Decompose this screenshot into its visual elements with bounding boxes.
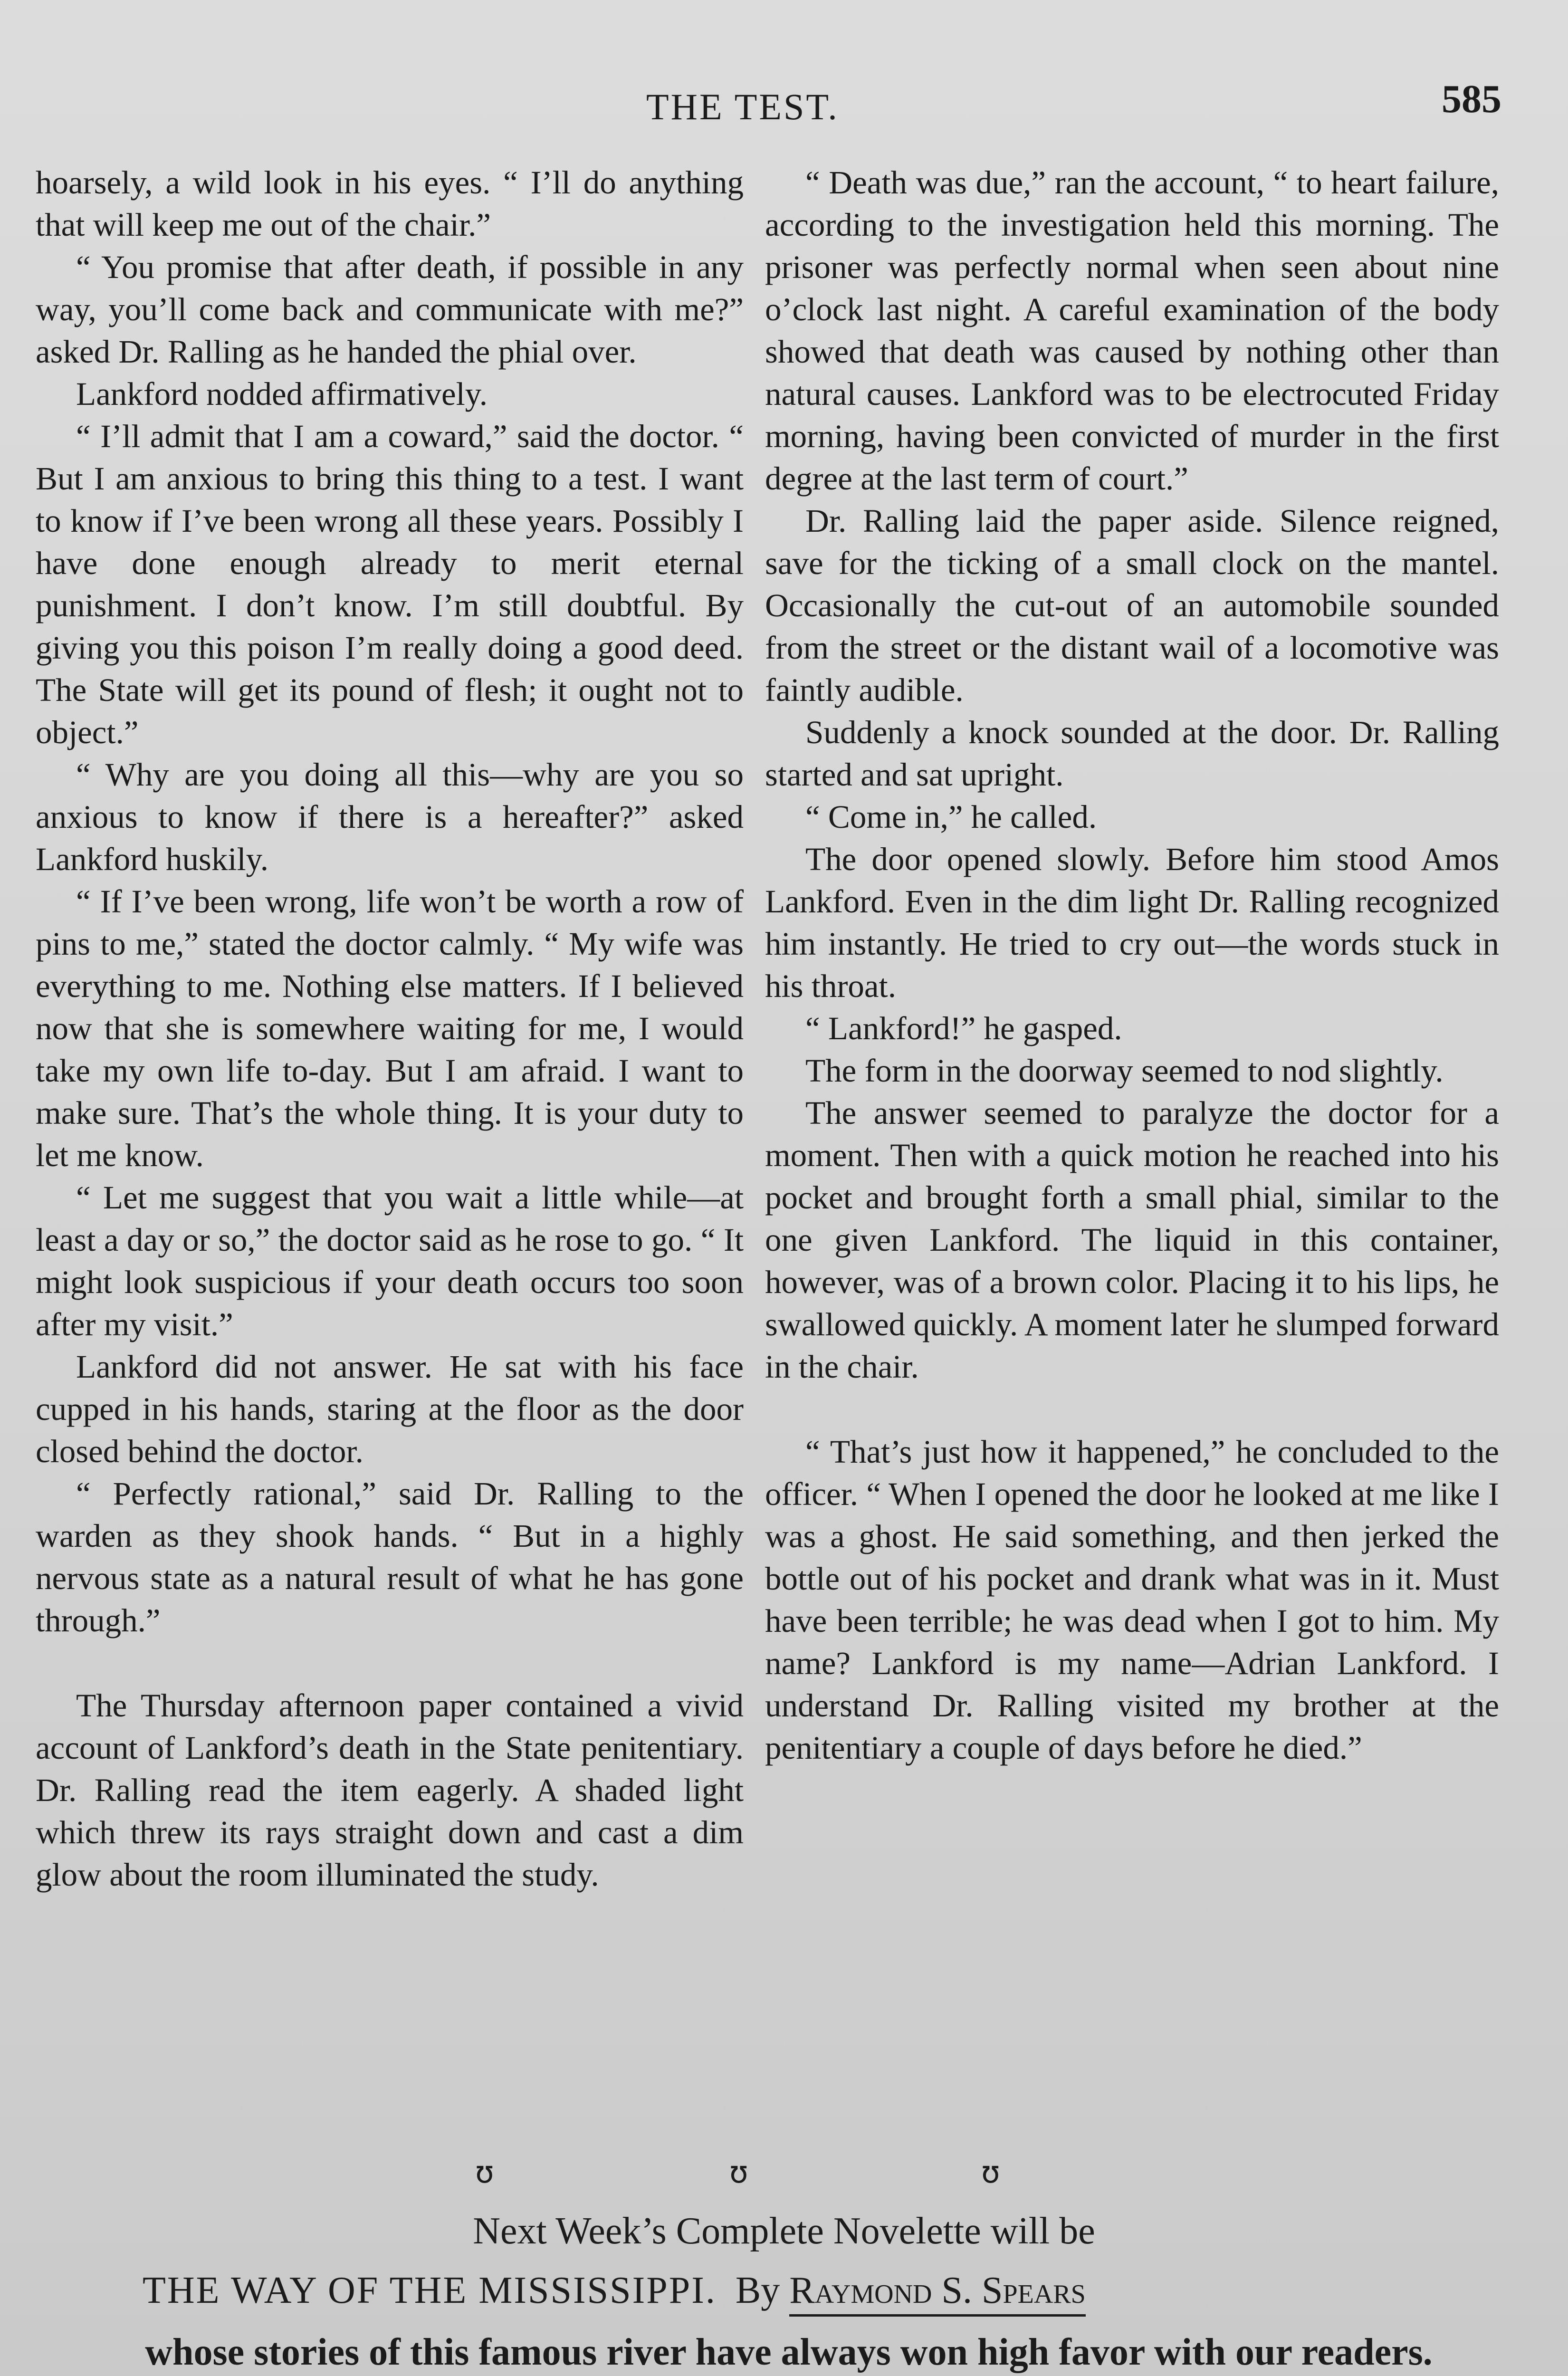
paragraph: “ Death was due,” ran the account, “ to heart failure, according to the investigation held this morning. The prisoner was perfectly normal when seen about nine o’clock last night. A careful examination of the body showed that death was caused by nothing other than natural causes. Lankford was to be electrocuted Friday morning, having been convicted of murder in the first degree at the last term of court.”: [765, 164, 1499, 497]
paragraph: “ Come in,” he called.: [805, 799, 1097, 835]
paragraph: “ That’s just how it happened,” he concluded to the officer. “ When I opened the door he looked at me like I was a ghost. He said something, and then jerked the bottle out of his pocket and drank what was in it. Must have been terrible; he was dead when I got to him. My name? Lankford is my name—Adrian Lankford. I understand Dr. Ralling visited my brother at the penitentiary a couple of days before he died.”: [765, 1434, 1499, 1766]
right-column: [765, 162, 1499, 2110]
running-title: THE TEST.: [646, 86, 839, 127]
paragraph: “ Perfectly rational,” said Dr. Ralling to the warden as they shook hands. “ But in a highly nervous state as a natural result of what he has gone through.”: [36, 1475, 744, 1638]
left-column: [36, 162, 744, 2110]
paragraph: hoarsely, a wild look in his eyes. “ I’ll do anything that will keep me out of the chair.”: [36, 164, 744, 243]
announcement-intro: Next Week’s Complete Novelette will be: [473, 2210, 1095, 2252]
byline-by: By: [735, 2270, 780, 2311]
paragraph: Lankford did not answer. He sat with his face cupped in his hands, staring at the floor as the door closed behind the doctor.: [36, 1349, 744, 1469]
paragraph: “ Let me suggest that you wait a little while—at least a day or so,” the doctor said as he rose to go. “ It might look suspicious if your death occurs too soon after my visit.”: [36, 1179, 744, 1342]
announcement-tagline: whose stories of this famous river have always won high favor with our readers.: [145, 2331, 1433, 2373]
paragraph: Lankford nodded affirmatively.: [76, 376, 488, 412]
fleuron-icon: ʊ: [981, 2155, 1000, 2190]
paragraph: Suddenly a knock sounded at the door. Dr. Ralling started and sat upright.: [765, 714, 1499, 793]
paragraph: “ I’ll admit that I am a coward,” said the doctor. “ But I am anxious to bring this thing to a test. I want to know if I’ve been wrong all these years. Possibly I have done enough already to merit eternal punishment. I don’t know. I’m still doubtful. By giving you this poison I’m really doing a good deed. The State will get its pound of flesh; it ought not to object.”: [36, 418, 744, 750]
fleuron-icon: ʊ: [475, 2155, 494, 2190]
author-name: Raymond S. Spears: [789, 2270, 1086, 2317]
paragraph: “ Lankford!” he gasped.: [805, 1010, 1122, 1046]
section-ornaments: [0, 2155, 1568, 2212]
paragraph: “ Why are you doing all this—why are you so anxious to know if there is a hereafter?” asked Lankford huskily.: [36, 757, 744, 877]
paragraph: The answer seemed to paralyze the doctor for a moment. Then with a quick motion he reached into his pocket and brought forth a small phial, similar to the one given Lankford. The liquid in this container, however, was of a brown color. Placing it to his lips, he swallowed quickly. A moment later he slumped forward in the chair.: [765, 1095, 1499, 1385]
page-number: 585: [1442, 77, 1501, 121]
running-head: [0, 77, 1568, 133]
paragraph: Dr. Ralling laid the paper aside. Silence reigned, save for the ticking of a small clock on the mantel. Occasionally the cut-out of an automobile sounded from the street or the distant wail of a locomotive was faintly audible.: [765, 503, 1499, 708]
novelette-title: THE WAY OF THE MISSISSIPPI.: [143, 2270, 717, 2311]
fleuron-icon: ʊ: [729, 2155, 748, 2190]
paragraph: The form in the doorway seemed to nod slightly.: [805, 1053, 1444, 1089]
paragraph: “ You promise that after death, if possible in any way, you’ll come back and communicate with me?” asked Dr. Ralling as he handed the phial over.: [36, 249, 744, 370]
paragraph: The Thursday afternoon paper contained a vivid account of Lankford’s death in the State penitentiary. Dr. Ralling read the item eagerly. A shaded light which threw its rays straight down and cast a dim glow about the room illuminated the study.: [36, 1687, 744, 1893]
announcement-title-line: [143, 2269, 1425, 2312]
paragraph: The door opened slowly. Before him stood Amos Lankford. Even in the dim light Dr. Ralling recognized him instantly. He tried to cry out—the words stuck in his throat.: [765, 841, 1499, 1004]
paragraph: “ If I’ve been wrong, life won’t be worth a row of pins to me,” stated the doctor calmly. “ My wife was everything to me. Nothing else matters. If I believed now that she is somewhere waiting for me, I would take my own life to-day. But I am afraid. I want to make sure. That’s the whole thing. It is your duty to let me know.: [36, 883, 744, 1173]
